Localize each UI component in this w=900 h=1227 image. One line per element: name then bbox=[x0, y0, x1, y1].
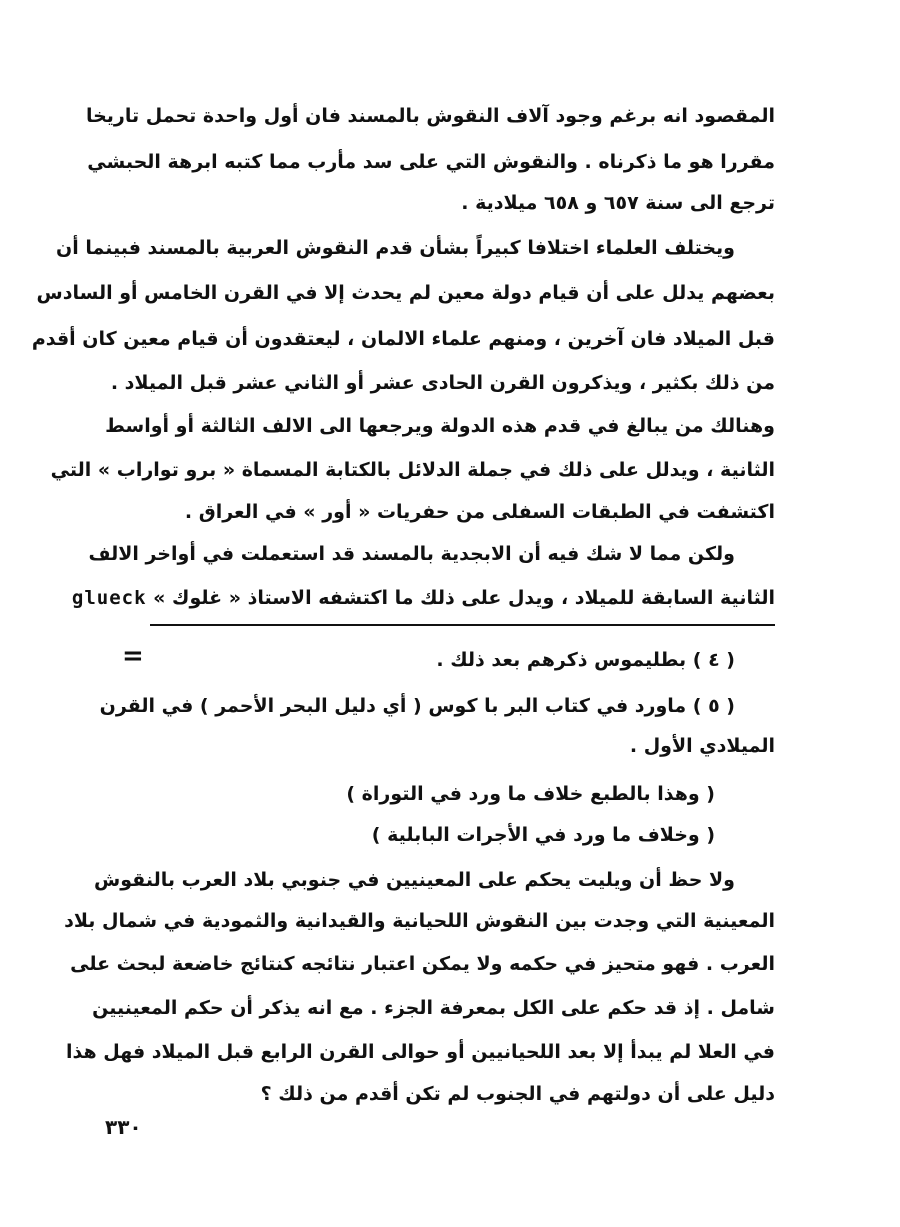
footnote-note: ( وهذا بالطبع خلاف ما ورد في التوراة ) bbox=[346, 783, 715, 805]
latin-name: glueck bbox=[71, 587, 147, 609]
text-line: المعينية التي وجدت بين النقوش اللحيانية والقيدانية والثمودية في شمال بلاد bbox=[64, 910, 775, 932]
footnote-rule bbox=[150, 624, 775, 626]
text-line-with-latin bbox=[71, 578, 775, 618]
text-line: في العلا لم يبدأ إلا بعد اللحيانيين أو حوالى القرن الرابع قبل الميلاد فهل هذا bbox=[65, 1041, 775, 1063]
footnote-5-cont: الميلادي الأول . bbox=[629, 735, 775, 757]
text-line: ترجع الى سنة ٦٥٧ و ٦٥٨ ميلادية . bbox=[461, 192, 775, 214]
text-line: بعضهم يدلل على أن قيام دولة معين لم يحدث إلا في القرن الخامس أو السادس bbox=[36, 282, 775, 304]
text-line: شامل . إذ قد حكم على الكل بمعرفة الجزء . مع انه يذكر أن حكم المعينيين bbox=[92, 997, 775, 1019]
text-line: ولكن مما لا شك فيه أن الابجدية بالمسند قد استعملت في أواخر الالف bbox=[88, 543, 735, 565]
text-line: ويختلف العلماء اختلافا كبيراً بشأن قدم النقوش العربية بالمسند فبينما أن bbox=[56, 237, 735, 259]
text-line: ولا حظ أن ويليت يحكم على المعينيين في جنوبي بلاد العرب بالنقوش bbox=[94, 869, 735, 891]
text-line: وهنالك من يبالغ في قدم هذه الدولة ويرجعها الى الالف الثالثة أو أواسط bbox=[105, 415, 775, 437]
footnote-5: ( ٥ ) ماورد في كتاب البر با كوس ( أي دليل البحر الأحمر ) في القرن bbox=[99, 695, 735, 717]
text-line: دليل على أن دولتهم في الجنوب لم تكن أقدم من ذلك ؟ bbox=[260, 1083, 775, 1105]
text-line: من ذلك بكثير ، ويذكرون القرن الحادى عشر أو الثاني عشر قبل الميلاد . bbox=[110, 372, 775, 394]
text-line: المقصود انه برغم وجود آلاف النقوش بالمسند فان أول واحدة تحمل تاريخا bbox=[85, 105, 775, 127]
continuation-mark: = bbox=[122, 641, 144, 671]
text-line: الثانية ، ويدلل على ذلك في جملة الدلائل بالكتابة المسماة « برو تواراب » التي bbox=[50, 459, 775, 481]
footnote-note: ( وخلاف ما ورد في الأجرات البابلية ) bbox=[371, 824, 715, 846]
text-line: مقررا هو ما ذكرناه . والنقوش التي على سد مأرب مما كتبه ابرهة الحبشي bbox=[87, 151, 775, 173]
footnote-4: ( ٤ ) بطليموس ذكرهم بعد ذلك . bbox=[436, 649, 735, 671]
text-line: العرب . فهو متحيز في حكمه ولا يمكن اعتبار نتائجه كنتائج خاضعة لبحث على bbox=[70, 953, 775, 975]
text-line: قبل الميلاد فان آخرين ، ومنهم علماء الالمان ، ليعتقدون أن قيام معين كان أقدم bbox=[31, 328, 775, 350]
text-line: اكتشفت في الطبقات السفلى من حفريات « أور » في العراق . bbox=[184, 501, 775, 523]
page-number: ٣٣٠ bbox=[105, 1115, 142, 1139]
text-segment: الثانية السابقة للميلاد ، ويدل على ذلك ما اكتشفه الاستاذ « غلوك » bbox=[153, 587, 775, 609]
